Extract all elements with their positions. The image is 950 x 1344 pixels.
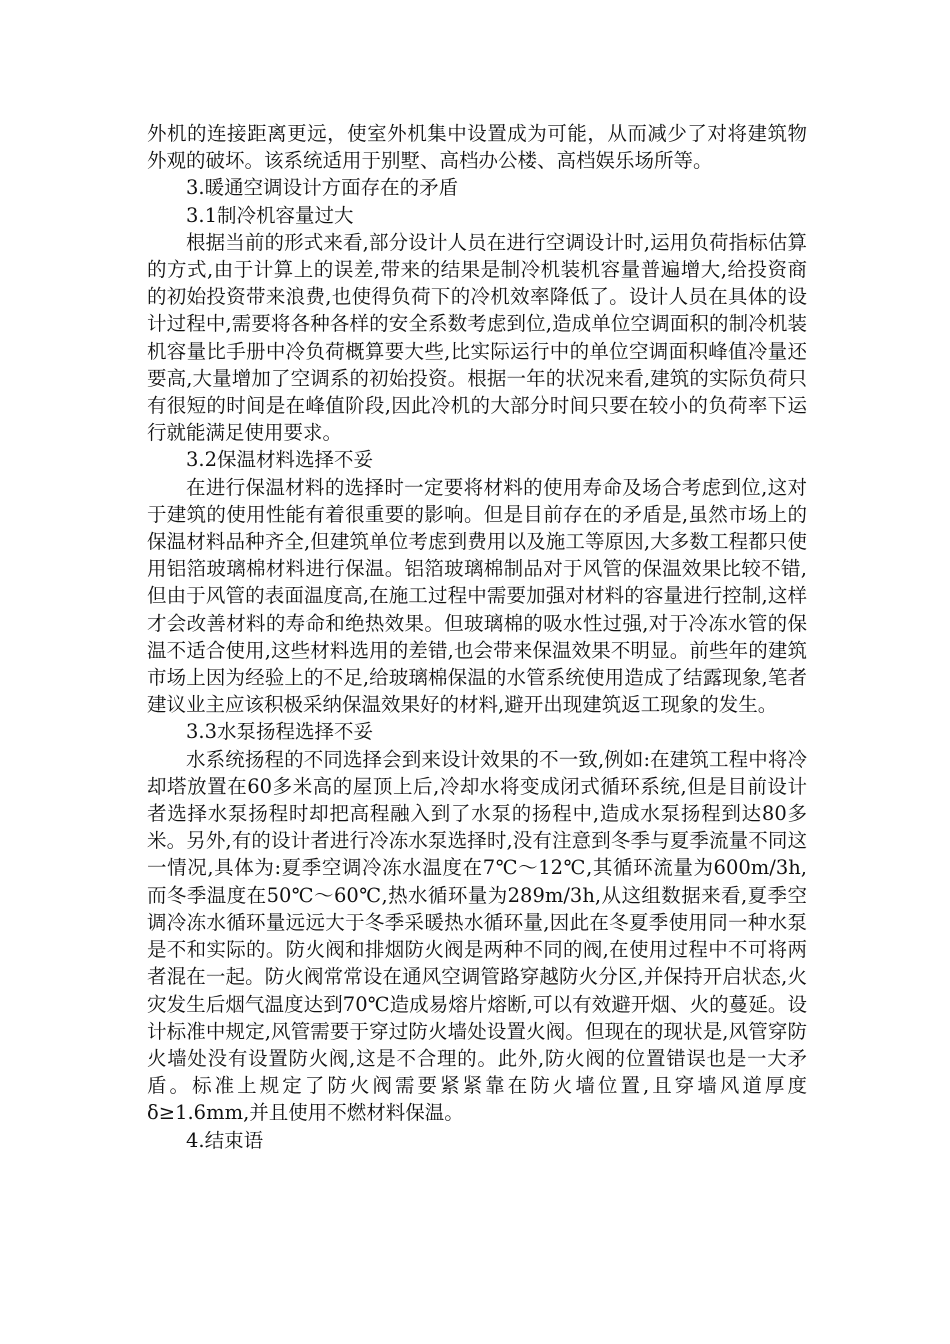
paragraph-pump-head: 水系统扬程的不同选择会到来设计效果的不一致,例如:在建筑工程中将冷却塔放置在60多米高的屋顶上后,冷却水将变成闭式循环系统,但是目前设计者选择水泵扬程时却把高程融入到了水泵的扬程中,造成水泵扬程到达80多米。另外,有的设计者进行冷冻水泵选择时,没有注意到冬季与夏季流量不同这一情况,具体为:夏季空调冷冻水温度在7℃～12℃,其循环流量为600m/3h,而冬季温度在50℃～60℃,热水循环量为289m/3h,从这组数据来看,夏季空调冷冻水循环量远远大于冬季采暖热水循环量,因此在冬夏季使用同一种水泵是不和实际的。防火阀和排烟防火阀是两种不同的阀,在使用过程中不可将两者混在一起。防火阀常常设在通风空调管路穿越防火分区,并保持开启状态,火灾发生后烟气温度达到70℃造成易熔片熔断,可以有效避开烟、火的蔓延。设计标准中规定,风管需要于穿过防火墙处设置火阀。但现在的现状是,风管穿防火墙处没有设置防火阀,这是不合理的。此外,防火阀的位置错误也是一大矛盾。标准上规定了防火阀需要紧紧靠在防火墙位置,且穿墙风道厚度δ≥1.6mm,并且使用不燃材料保温。 — [147, 747, 807, 1125]
paragraph-continued: 外机的连接距离更远，使室外机集中设置成为可能，从而减少了对将建筑物外观的破坏。该系统适用于别墅、高档办公楼、高档娱乐场所等。 — [147, 122, 807, 173]
document-body — [147, 120, 807, 1154]
subsection-heading-3-3: 3.3水泵扬程选择不妥 — [186, 720, 374, 744]
paragraph-insulation-material: 在进行保温材料的选择时一定要将材料的使用寿命及场合考虑到位,这对于建筑的使用性能有着很重要的影响。但是目前存在的矛盾是,虽然市场上的保温材料品种齐全,但建筑单位考虑到费用以及施工等原因,大多数工程都只使用铝箔玻璃棉材料进行保温。铝箔玻璃棉制品对于风管的保温效果比较不错,但由于风管的表面温度高,在施工过程中需要加强对材料的容量进行控制,这样才会改善材料的寿命和绝热效果。但玻璃棉的吸水性过强,对于冷冻水管的保温不适合使用,这些材料选用的差错,也会带来保温效果不明显。前些年的建筑市场上因为经验上的不足,给玻璃棉保温的水管系统使用造成了结露现象,笔者建议业主应该积极采纳保温效果好的材料,避开出现建筑返工现象的发生。 — [147, 475, 807, 717]
subsection-heading-3-1: 3.1制冷机容量过大 — [186, 203, 354, 227]
paragraph-chiller-capacity: 根据当前的形式来看,部分设计人员在进行空调设计时,运用负荷指标估算的方式,由于计算上的误差,带来的结果是制冷机装机容量普遍增大,给投资商的初始投资带来浪费,也使得负荷下的冷机效率降低了。设计人员在具体的设计过程中,需要将各种各样的安全系数考虑到位,造成单位空调面积的制冷机装机容量比手册中冷负荷概算要大些,比实际运行中的单位空调面积峰值冷量还要高,大量增加了空调系的初始投资。根据一年的状况来看,建筑的实际负荷只有很短的时间是在峰值阶段,因此冷机的大部分时间只要在较小的负荷率下运行就能满足使用要求。 — [147, 230, 807, 445]
subsection-heading-3-2: 3.2保温材料选择不妥 — [186, 448, 374, 472]
section-heading-4: 4.结束语 — [186, 1128, 264, 1152]
section-heading-3: 3.暖通空调设计方面存在的矛盾 — [186, 176, 459, 200]
